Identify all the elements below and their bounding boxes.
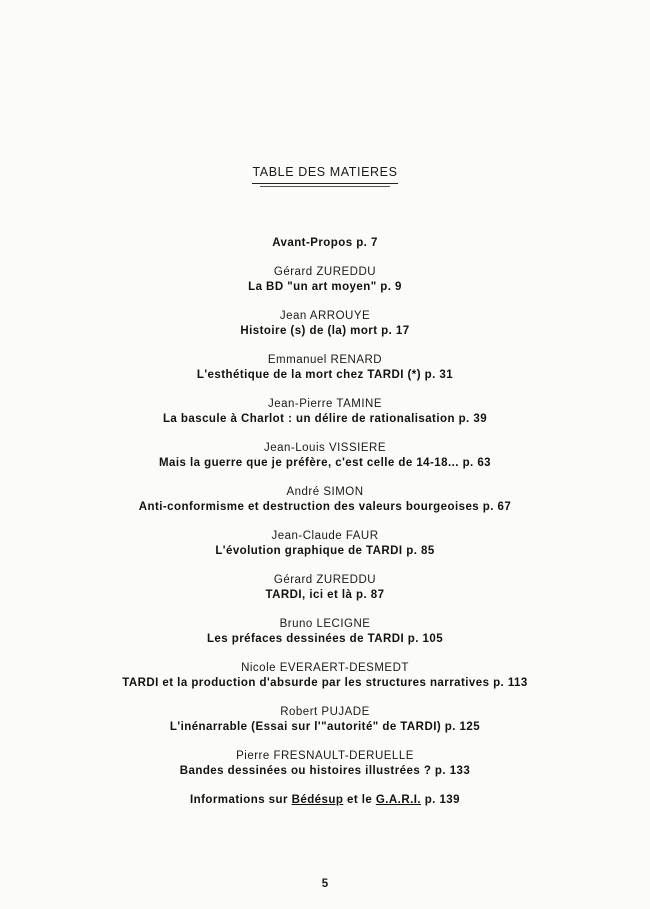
title-block (0, 163, 650, 187)
page-title: TABLE DES MATIERES (252, 165, 397, 184)
table-of-contents (20, 236, 630, 822)
entry-author: André SIMON (286, 486, 364, 498)
page-number: 5 (321, 878, 329, 890)
entry-title: La bascule à Charlot : un délire de rationalisation p. 39 (162, 413, 488, 425)
entry-title: Bandes dessinées ou histoires illustrées ? p. 133 (179, 765, 471, 777)
toc-entry (20, 617, 630, 647)
entry-title: L'esthétique de la mort chez TARDI (*) p. 31 (196, 369, 454, 381)
entry-author: Bruno LECIGNE (279, 618, 371, 630)
toc-entry (20, 573, 630, 603)
entry-title: TARDI, ici et là p. 87 (265, 589, 385, 601)
entry-author: Jean-Pierre TAMINE (267, 398, 383, 410)
toc-entry (20, 749, 630, 779)
toc-entry (20, 265, 630, 295)
entry-title: L'évolution graphique de TARDI p. 85 (215, 545, 435, 557)
entry-author: Gérard ZUREDDU (273, 266, 377, 278)
bedesup-link: Bédésup (291, 794, 344, 806)
entry-title: La BD "un art moyen" p. 9 (248, 281, 402, 293)
toc-entry (20, 661, 630, 691)
entry-title: Anti-conformisme et destruction des valeurs bourgeoises p. 67 (138, 501, 512, 513)
entry-title: L'inénarrable (Essai sur l'"autorité" de TARDI) p. 125 (169, 721, 481, 733)
entry-title: TARDI et la production d'absurde par les structures narratives p. 113 (122, 677, 528, 689)
entry-author: Robert PUJADE (280, 706, 370, 718)
entry-author: Jean-Louis VISSIERE (263, 442, 386, 454)
entry-title: Histoire (s) de (la) mort p. 17 (240, 325, 410, 337)
toc-entry (20, 397, 630, 427)
toc-entry (20, 441, 630, 471)
toc-entry (20, 353, 630, 383)
toc-entries (20, 265, 630, 779)
entry-author: Jean ARROUYE (279, 310, 371, 322)
entry-author: Jean-Claude FAUR (271, 530, 379, 542)
toc-entry-intro (20, 236, 630, 251)
toc-entry (20, 705, 630, 735)
closing-prefix: Informations sur (190, 794, 288, 806)
toc-entry (20, 485, 630, 515)
entry-title: Les préfaces dessinées de TARDI p. 105 (206, 633, 444, 645)
entry-author: Emmanuel RENARD (267, 354, 383, 366)
closing-page: p. 139 (424, 794, 460, 806)
title-underline (260, 186, 390, 187)
toc-entry (20, 529, 630, 559)
closing-line (20, 793, 630, 808)
gari-link: G.A.R.I. (375, 794, 422, 806)
toc-entry (20, 309, 630, 339)
toc-entry-closing (20, 793, 630, 808)
entry-author: Pierre FRESNAULT-DERUELLE (236, 750, 414, 762)
entry-author: Nicole EVERAERT-DESMEDT (241, 662, 409, 674)
intro-line: Avant-Propos p. 7 (272, 237, 378, 249)
entry-title: Mais la guerre que je préfère, c'est celle de 14-18... p. 63 (158, 457, 492, 469)
entry-author: Gérard ZUREDDU (273, 574, 377, 586)
closing-middle: et le (346, 794, 373, 806)
